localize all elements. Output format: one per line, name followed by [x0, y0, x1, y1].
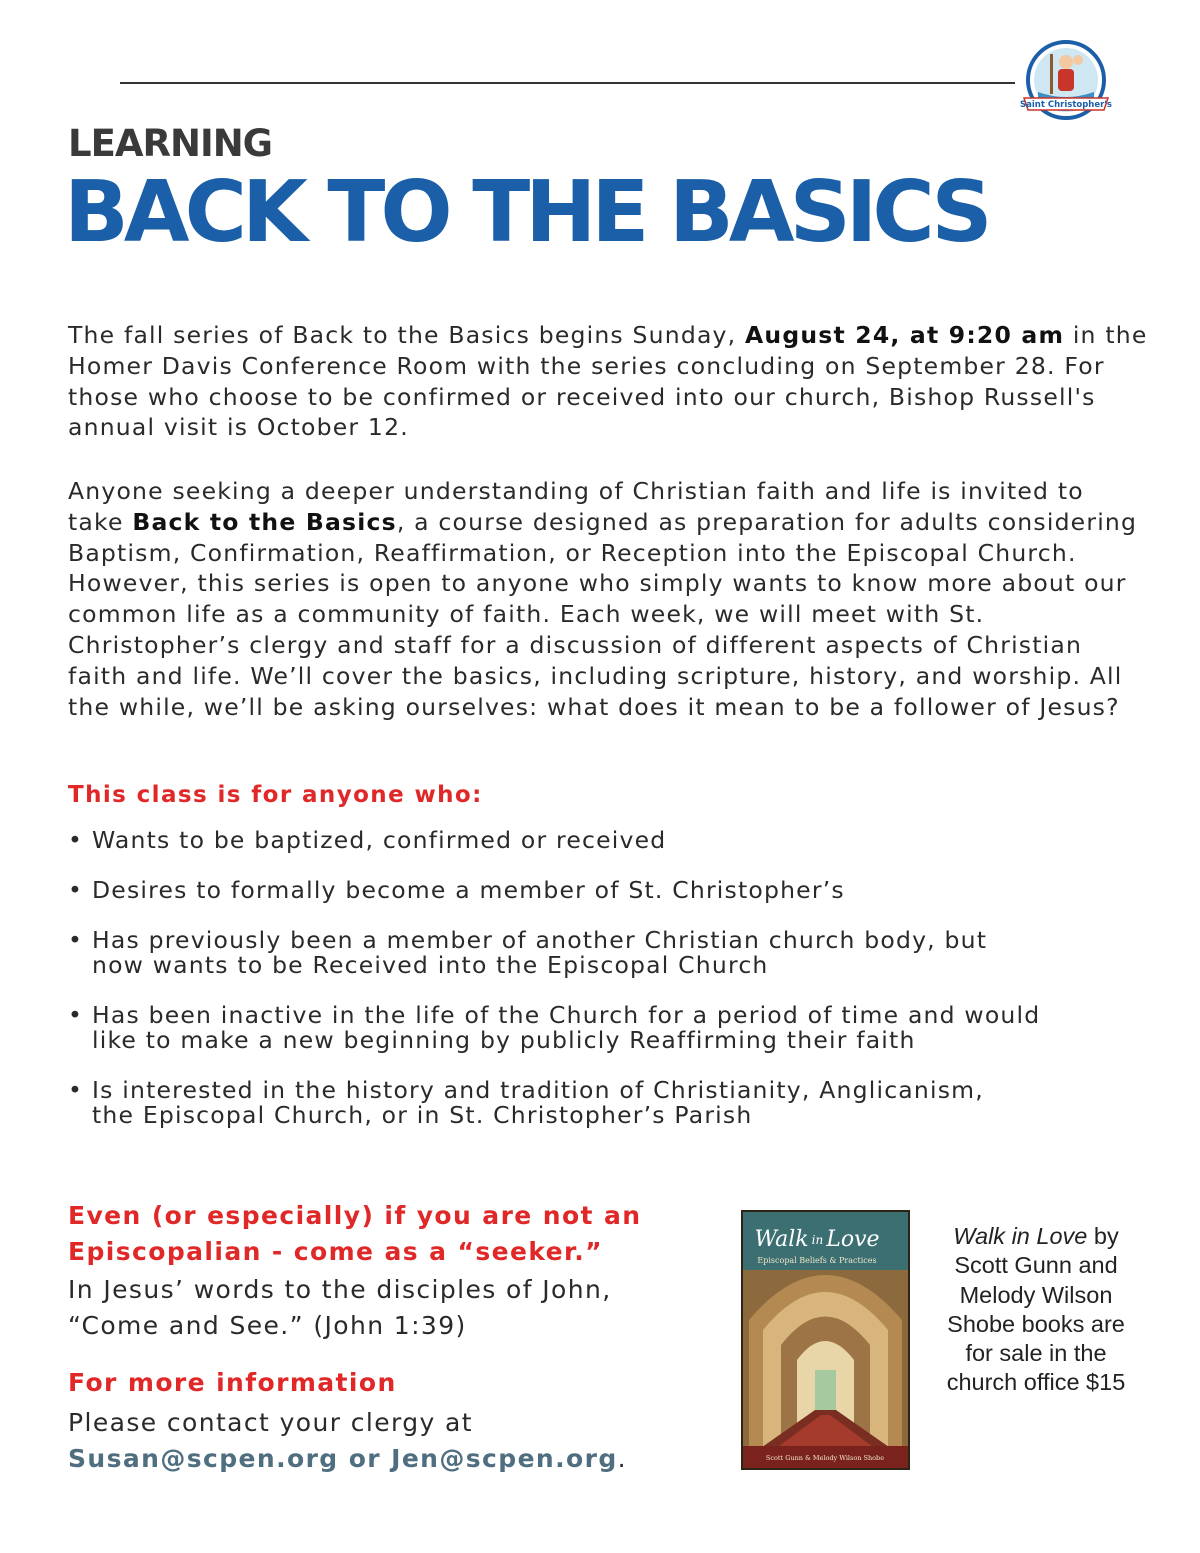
header-rule	[120, 82, 1015, 84]
saint-christophers-logo	[1018, 40, 1114, 130]
email-link-susan[interactable]: Susan@scpen.org	[68, 1444, 339, 1473]
email-link-jen[interactable]: Jen@scpen.org	[391, 1444, 618, 1473]
book-cover-image	[741, 1210, 910, 1470]
scripture-quote: In Jesus’ words to the disciples of John, “Come and See.” (John 1:39)	[68, 1275, 612, 1340]
list-item: • Has been inactive in the life of the Church for a period of time and would like to make a new beginning by publicly Reaffirming their faith	[68, 1003, 1042, 1053]
audience-list	[68, 828, 1068, 1153]
page-title: BACK TO THE BASICS	[64, 163, 988, 262]
seeker-callout: Even (or especially) if you are not an Episcopalian - come as a “seeker.”	[68, 1201, 642, 1266]
section-eyebrow: LEARNING	[68, 122, 273, 165]
book-cover-subtitle: Episcopal Beliefs & Practices	[757, 1256, 877, 1265]
book-cover-title: Walk in Love	[754, 1227, 880, 1252]
svg-text:Saint Christopher's: Saint Christopher's	[1020, 100, 1112, 110]
book-caption: Walk in Love by Scott Gunn and Melody Wilson Shobe books are for sale in the church office $15	[946, 1223, 1126, 1396]
intro-paragraph-2: Anyone seeking a deeper understanding of Christian faith and life is invited to take Back to the Basics, a course designed as preparation for adults considering Baptism, Confirmation, Reaffirmation, or Reception into the Episcopal Church. However, this series is open to anyone who simply wants to know more about our common life as a community of faith. Each week, we will meet with St. Christopher’s clergy and staff for a discussion of different aspects of Christian faith and life. We’ll cover the basics, including scripture, history, and worship. All the while, we’ll be asking ourselves: what does it mean to be a follower of Jesus?	[68, 477, 1138, 721]
intro-paragraph-1: The fall series of Back to the Basics begins Sunday, August 24, at 9:20 am in the Homer Davis Conference Room with the series concluding on September 28. For those who choose to be confirmed or received into our church, Bishop Russell's annual visit is October 12.	[68, 321, 1148, 442]
contact-info: Please contact your clergy at Susan@scpen.org or Jen@scpen.org.	[68, 1408, 627, 1473]
book-cover-authors: Scott Gunn & Melody Wilson Shobe	[765, 1454, 885, 1462]
list-item: • Is interested in the history and tradition of Christianity, Anglicanism, the Episcopal Church, or in St. Christopher’s Parish	[68, 1078, 1032, 1128]
list-item: • Desires to formally become a member of St. Christopher’s	[68, 878, 1068, 903]
audience-heading: This class is for anyone who:	[68, 782, 483, 808]
list-item: • Has previously been a member of another Christian church body, but now wants to be Received into the Episcopal Church	[68, 928, 1022, 978]
list-item: • Wants to be baptized, confirmed or received	[68, 828, 1068, 853]
more-info-heading: For more information	[68, 1368, 397, 1397]
